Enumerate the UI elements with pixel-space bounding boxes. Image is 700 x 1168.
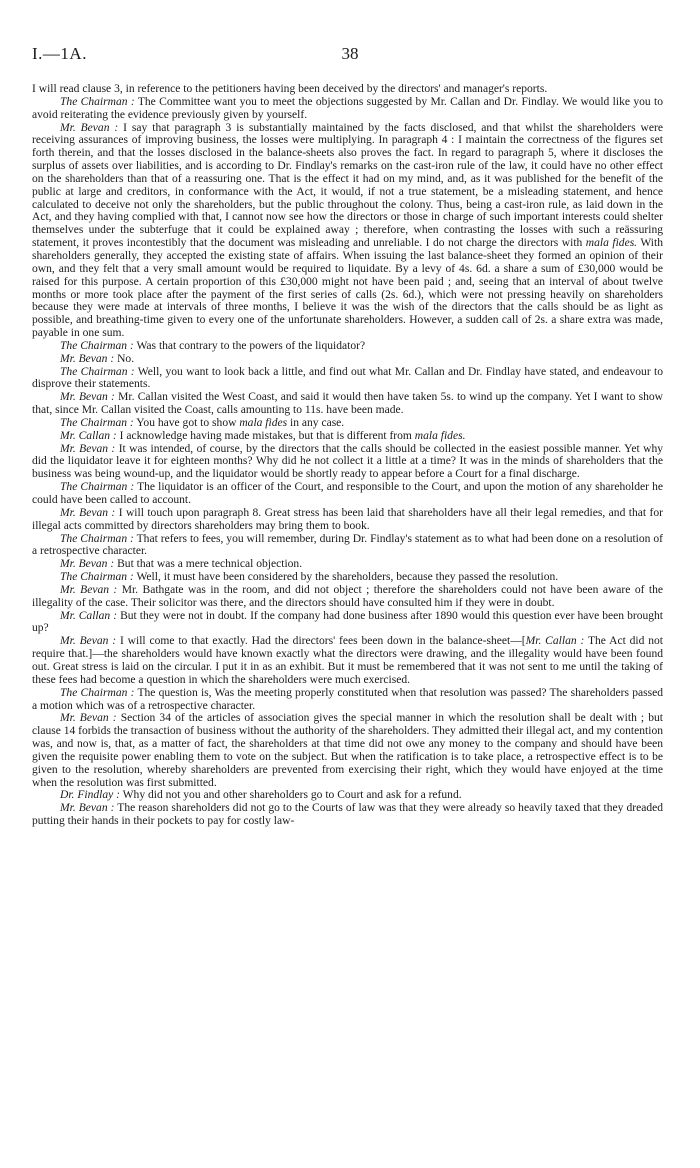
paragraph-text: That refers to fees, you will remember, during Dr. Findlay's statement as to what had been done on a resolution of a retrospective character. — [32, 532, 663, 558]
paragraph-text: Section 34 of the articles of association gives the special manner in which the resolution shall be dealt with ; but clause 14 forbids the transaction of business without the authority of the shareholders. They admitted their illegal act, and my contention was, and now is, that, as a matter of fact, the shareholders at that time did not owe any money to the company and should have been given the requisite power enabling them to vote on the subject. But when the ratification is to take place, a retrospective effect is to be given to the resolution, whereby shareholders are prevented from exercising their right, which they would have enjoyed at the time when the resolution was first submitted. — [32, 712, 663, 789]
paragraph — [32, 391, 663, 417]
speaker-label: The Chairman : — [60, 95, 135, 108]
paragraph — [32, 507, 663, 533]
paragraph-text-tail: The Act did not require that.]—the shareholders would have known exactly what the directors were drawing, and the illegality would have been found out. Great stress is laid on the circular. I put it in as an exhibit. But it must be remembered that it was not sent to me until the taking of these fees had become a question in which the shareholders were much exercised. — [32, 635, 663, 686]
speaker-label: The Chairman : — [60, 571, 134, 584]
italic-phrase: Mr. Callan : — [525, 635, 585, 648]
speaker-label: Mr. Bevan : — [60, 558, 115, 571]
paragraph-text: Why did not you and other shareholders go to Court and ask for a refund. — [119, 789, 462, 802]
paragraph-text: But they were not in doubt. If the company had done business after 1890 would this question ever have been brought up? — [32, 609, 663, 635]
paragraph-text: Well, it must have been considered by the shareholders, because they passed the resolution. — [133, 571, 559, 584]
speaker-label: Mr. Bevan : — [60, 391, 115, 404]
paragraph-text: I will come to that exactly. Had the directors' fees been down in the balance-sheet—[ — [116, 635, 526, 648]
paragraph-text: Mr. Callan visited the West Coast, and said it would then have taken 5s. to wind up the company. Yet I want to show that, since Mr. Callan visited the Coast, calls amounting to 11s. have been made. — [32, 391, 663, 417]
speaker-label: The Chairman : — [60, 365, 135, 378]
paragraph — [32, 802, 663, 828]
paragraph — [32, 635, 663, 686]
paragraph — [32, 481, 663, 507]
paragraph-text: Well, you want to look back a little, and find out what Mr. Callan and Dr. Findlay have stated, and endeavour to disprove their statements. — [32, 365, 663, 391]
speaker-label: Mr. Bevan : — [60, 506, 116, 519]
paragraph — [32, 558, 663, 571]
italic-phrase: mala fides. — [585, 237, 638, 250]
paragraph — [32, 353, 663, 366]
paragraph-text: You have got to show — [133, 416, 240, 429]
speaker-label: Mr. Bevan : — [60, 352, 115, 365]
paragraph — [32, 417, 663, 430]
paragraph-text: But that was a mere technical objection. — [114, 558, 303, 571]
paragraph — [32, 533, 663, 559]
speaker-label: The Chairman : — [60, 339, 134, 352]
speaker-label: The Chairman : — [60, 532, 134, 545]
page-header — [32, 44, 668, 68]
paragraph-text: No. — [114, 352, 135, 365]
paragraph-text: I will touch upon paragraph 8. Great stress has been laid that shareholders have all their legal remedies, and that for illegal acts committed by directors shareholders may bring them to book. — [32, 506, 663, 532]
speaker-label: Mr. Bevan : — [60, 442, 116, 455]
paragraph-text-tail: in any case. — [287, 416, 345, 429]
paragraph — [32, 430, 663, 443]
paragraph — [32, 789, 663, 802]
paragraph-text: Mr. Bathgate was in the room, and did not object ; therefore the shareholders could not have been aware of the illegality of the case. Their solicitor was there, and the directors should have consulted him if they were in doubt. — [32, 583, 663, 609]
page-body — [32, 83, 663, 828]
speaker-label: Mr. Bevan : — [60, 635, 117, 648]
speaker-label: The Chairman : — [60, 481, 135, 494]
paragraph-text: It was intended, of course, by the directors that the calls should be collected in the easiest possible manner. Yet why did the liquidator leave it for eighteen months? Why did he not collect it a little at a time? It was in the minds of shareholders that the business was being wound-up, and the liquidator would be shortly ready to appear before a Court for a final discharge. — [32, 442, 663, 481]
paragraph-text: I will read clause 3, in reference to the petitioners having been deceived by the directors' and manager's reports. — [32, 83, 548, 95]
page-number: 38 — [341, 44, 359, 63]
paragraph-text-tail: With shareholders generally, they accepted the existing state of affairs. When issuing the last balance-sheet they formed an opinion of their own, and they felt that a very small amount would be required to liquidate. By a levy of 4s. 6d. a share a sum of £30,000 would be raised for this purpose. A certain proportion of this £30,000 might not have been paid ; and, seeing that an interval of about twelve months or more took place after the payment of the first series of calls (2s. 6d.), which were not pressing heavily on shareholders because they were made at intervals of three months, I believe it was the wish of the directors that the calls should be as light as possible, and breathing-time given to every one of the unfortunate shareholders. However, a sudden call of 2s. a share extra was made, payable in one sum. — [32, 237, 663, 340]
speaker-label: The Chairman : — [60, 686, 135, 699]
paragraph — [32, 443, 663, 482]
paragraph-text: I say that paragraph 3 is substantially maintained by the facts disclosed, and that whilst the shareholders were receiving assurances of improving business, the losses were multiplying. In paragraph 4 : I maintain the correctness of the figures set forth therein, and that the losses disclosed in the balance-sheets also proves the fact. In regard to paragraph 5, where it discloses the surplus of assets over liabilities, and is according to Dr. Findlay's remarks on the cast-iron rule of the law, it could have no other effect on the shareholders than that of a reassuring one. That is the effect it had on my mind, and, as it was published for the benefit of the public at large and creditors, in conformance with the Act, it would, if not a true statement, be a misleading statement, and hence calculated to deceive not only the shareholders, but the public throughout the colony. Thus, being a cast-iron rule, as laid down in the Act, and they having complied with that, I cannot now see how the directors or those in charge of such important interests could shelter themselves under the subterfuge that it could be explained away ; therefore, when contrasting the losses with such a reässuring statement, it proves incontestibly that the document was misleading and unreliable. I do not charge the directors with — [32, 121, 663, 250]
paragraph — [32, 366, 663, 392]
italic-phrase: mala fides — [239, 416, 288, 429]
speaker-label: Mr. Bevan : — [60, 583, 118, 596]
speaker-label: Mr. Bevan : — [60, 802, 115, 815]
paragraph-text: The reason shareholders did not go to the Courts of law was that they were already so heavily taxed that they dreaded putting their hands in their pockets to pay for costly law- — [32, 802, 663, 828]
speaker-label: Mr. Bevan : — [60, 121, 119, 134]
paragraph — [32, 610, 663, 636]
paragraph-text: The Committee want you to meet the objections suggested by Mr. Callan and Dr. Findlay. We would like you to avoid reiterating the evidence previously given by yourself. — [32, 95, 663, 121]
speaker-label: Dr. Findlay : — [60, 789, 120, 802]
paragraph — [32, 340, 663, 353]
italic-phrase: mala fides. — [414, 429, 466, 442]
paragraph — [32, 96, 663, 122]
document-reference: I.—1A. — [32, 44, 87, 63]
speaker-label: Mr. Callan : — [60, 609, 118, 622]
paragraph — [32, 712, 663, 789]
paragraph-text: The question is, Was the meeting properly constituted when that resolution was passed? The shareholders passed a motion which was of a retrospective character. — [32, 686, 663, 712]
paragraph-text: The liquidator is an officer of the Court, and responsible to the Court, and upon the motion of any shareholder he could have been called to account. — [32, 481, 663, 506]
paragraph — [32, 687, 663, 713]
paragraph-text: I acknowledge having made mistakes, but that is different from — [116, 429, 415, 442]
paragraph — [32, 571, 663, 584]
speaker-label: Mr. Bevan : — [60, 712, 117, 725]
speaker-label: The Chairman : — [60, 416, 134, 429]
speaker-label: Mr. Callan : — [60, 429, 117, 442]
paragraph-text: Was that contrary to the powers of the liquidator? — [133, 339, 366, 352]
paragraph — [32, 122, 663, 340]
paragraph — [32, 83, 663, 96]
paragraph — [32, 584, 663, 610]
